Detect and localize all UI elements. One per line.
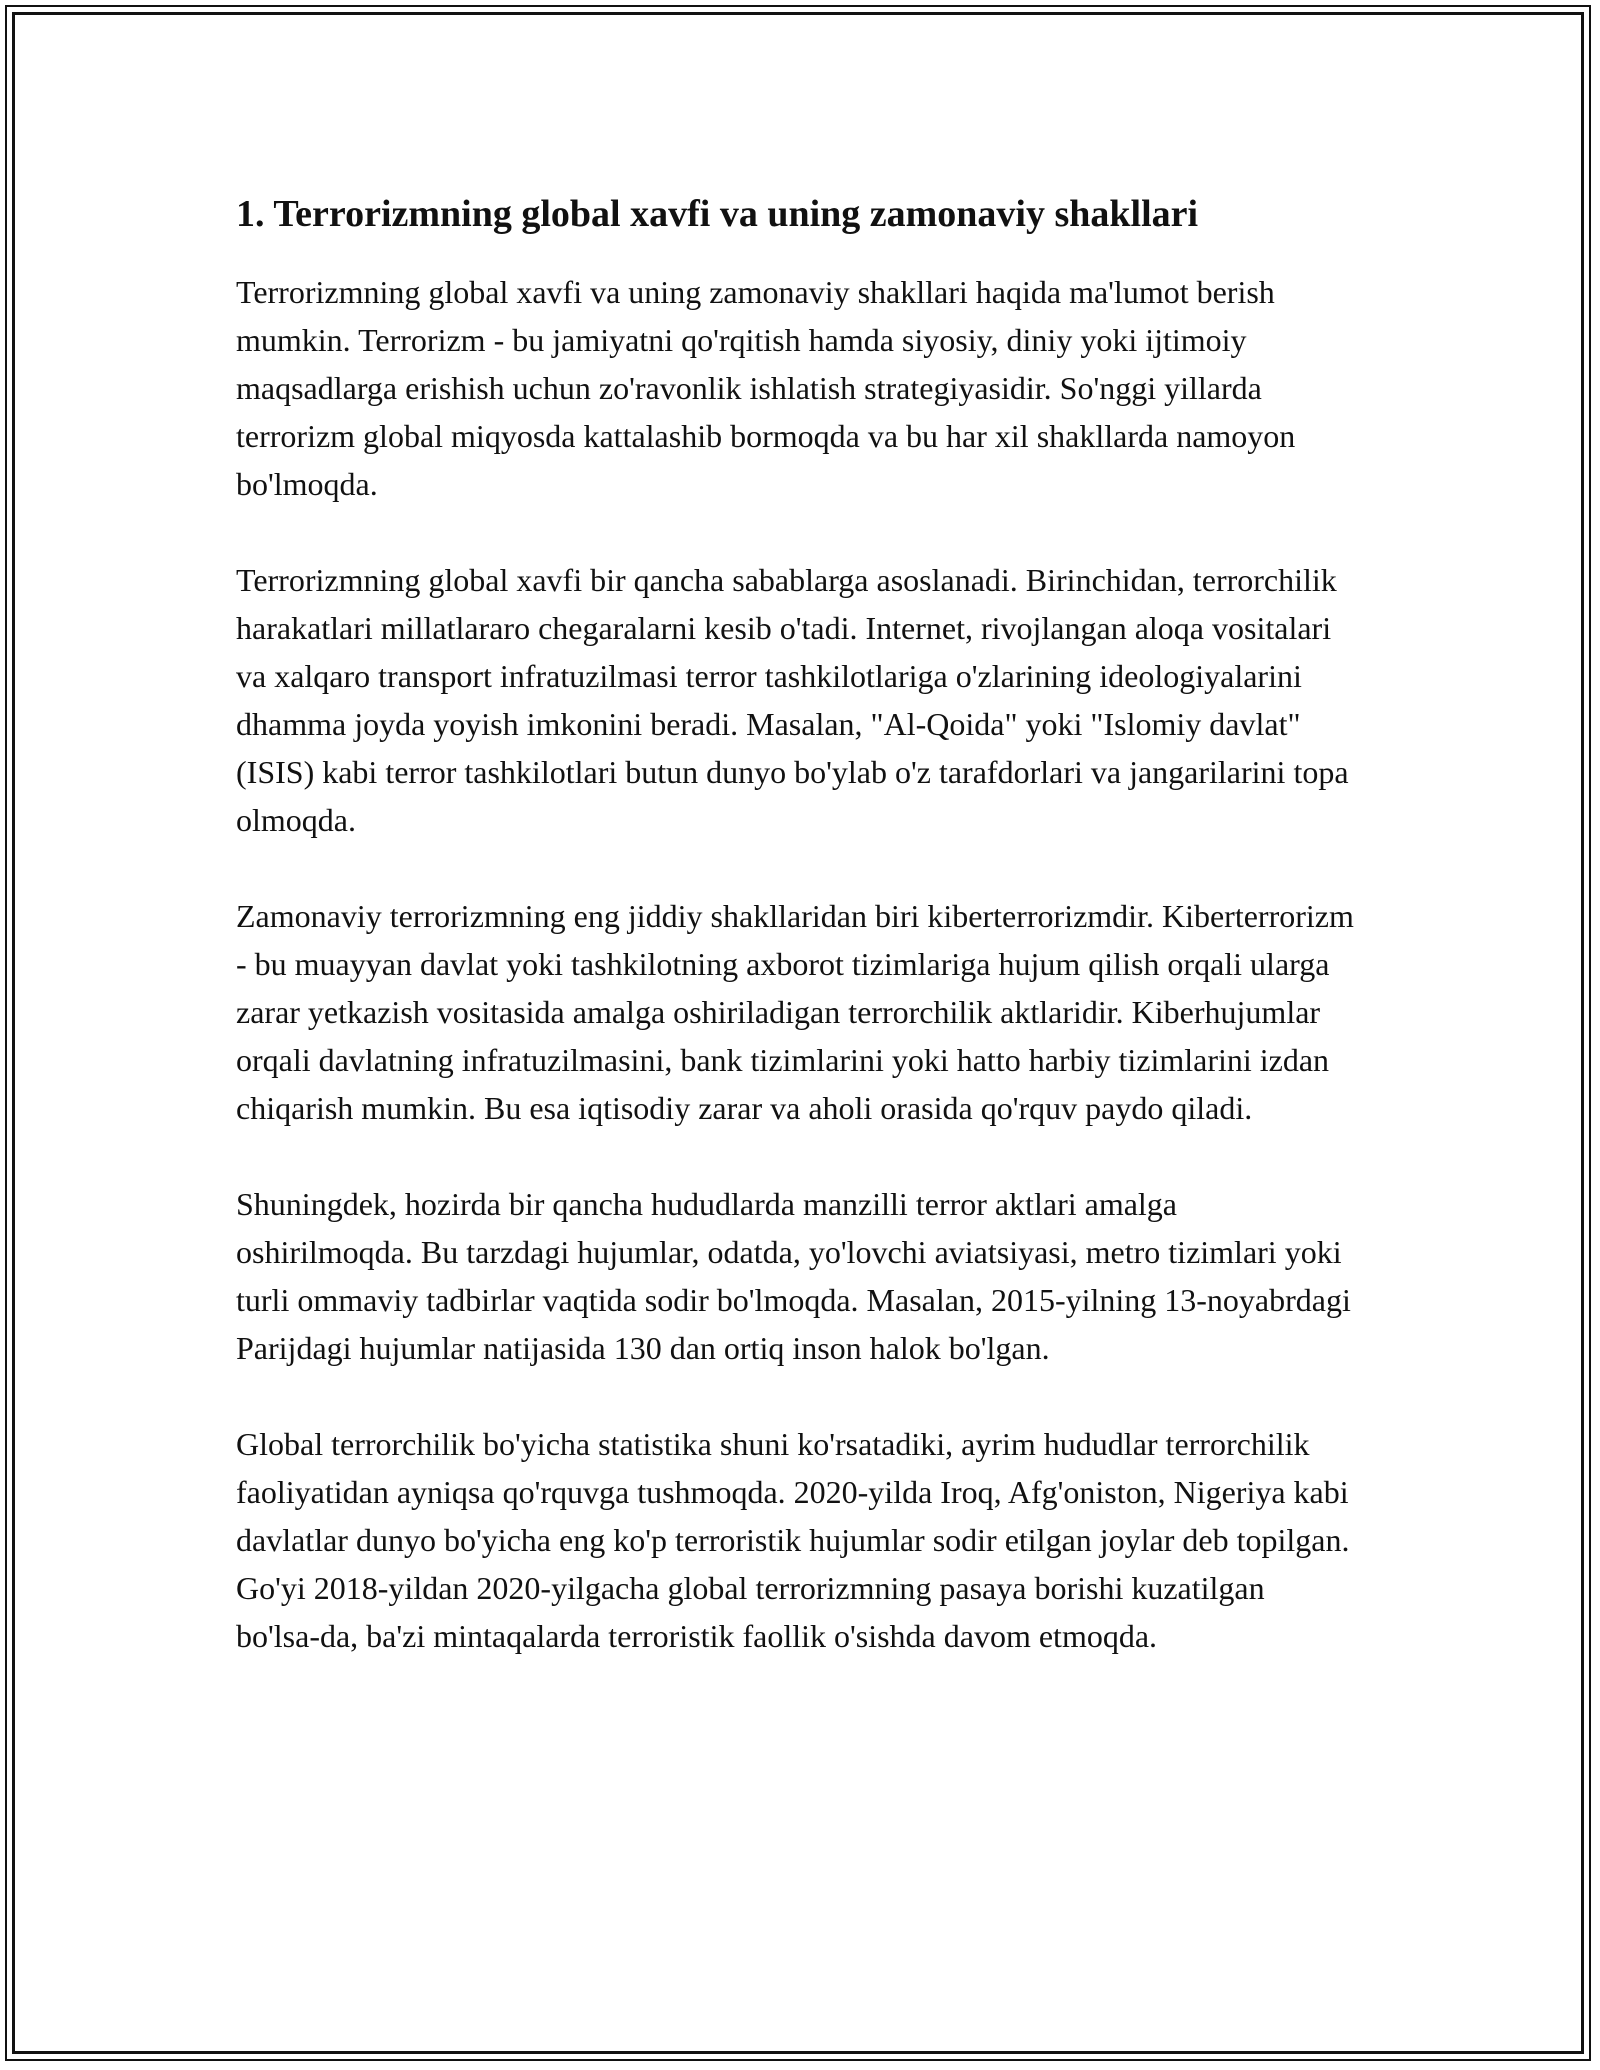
paragraph-statistics: Global terrorchilik bo'yicha statistika shuni ko'rsatadiki, ayrim hududlar terrorchilik faoliyatidan ayniqsa qo'rquvga tushmoqda. 2020-yilda Iroq, Afg'oniston, Nigeriya kabi davlatlar dunyo bo'yicha eng ko'p terroristik hujumlar sodir etilgan joylar deb topilgan. Go'yi 2018-yildan 2020-yilgacha global terrorizmning pasaya borishi kuzatilgan bo'lsa-da, ba'zi mintaqalarda terroristik faollik o'sishda davom etmoqda. <box>236 1426 1350 1654</box>
paragraph-targeted-attacks: Shuningdek, hozirda bir qancha hududlarda manzilli terror aktlari amalga oshirilmoqda. Bu tarzdagi hujumlar, odatda, yo'lovchi aviatsiyasi, metro tizimlari yoki turli ommaviy tadbirlar vaqtida sodir bo'lmoqda. Masalan, 2015-yilning 13-noyabrdagi Parijdagi hujumlar natijasida 130 dan ortiq inson halok bo'lgan. <box>236 1186 1351 1366</box>
paragraph-introduction: Terrorizmning global xavfi va uning zamonaviy shakllari haqida ma'lumot berish mumkin. Terrorizm - bu jamiyatni qo'rqitish hamda siyosiy, diniy yoki ijtimoiy maqsadlarga erishish uchun zo'ravonlik ishlatish strategiyasidir. So'nggi yillarda terrorizm global miqyosda kattalashib bormoqda va bu har xil shakllarda namoyon bo'lmoqda. <box>236 274 1296 502</box>
document-body <box>236 184 1356 1708</box>
paragraph-global-threat: Terrorizmning global xavfi bir qancha sabablarga asoslanadi. Birinchidan, terrorchilik harakatlari millatlararo chegaralarni kesib o'tadi. Internet, rivojlangan aloqa vositalari va xalqaro transport infratuzilmasi terror tashkilotlariga o'zlarining ideologiyalarini dhamma joyda yoyish imkonini beradi. Masalan, "Al-Qoida" yoki "Islomiy davlat" (ISIS) kabi terror tashkilotlari butun dunyo bo'ylab o'z tarafdorlari va jangarilarini topa olmoqda. <box>236 562 1349 838</box>
section-heading: 1. Terrorizmning global xavfi va uning zamonaviy shakllari <box>236 193 1199 235</box>
paragraph-cyberterrorism: Zamonaviy terrorizmning eng jiddiy shakllaridan biri kiberterrorizmdir. Kiberterrorizm - bu muayyan davlat yoki tashkilotning axborot tizimlariga hujum qilish orqali ularga zarar yetkazish vositasida amalga oshiriladigan terrorchilik aktlaridir. Kiberhujumlar orqali davlatning infratuzilmasini, bank tizimlarini yoki hatto harbiy tizimlarini izdan chiqarish mumkin. Bu esa iqtisodiy zarar va aholi orasida qo'rquv paydo qiladi. <box>236 898 1354 1126</box>
